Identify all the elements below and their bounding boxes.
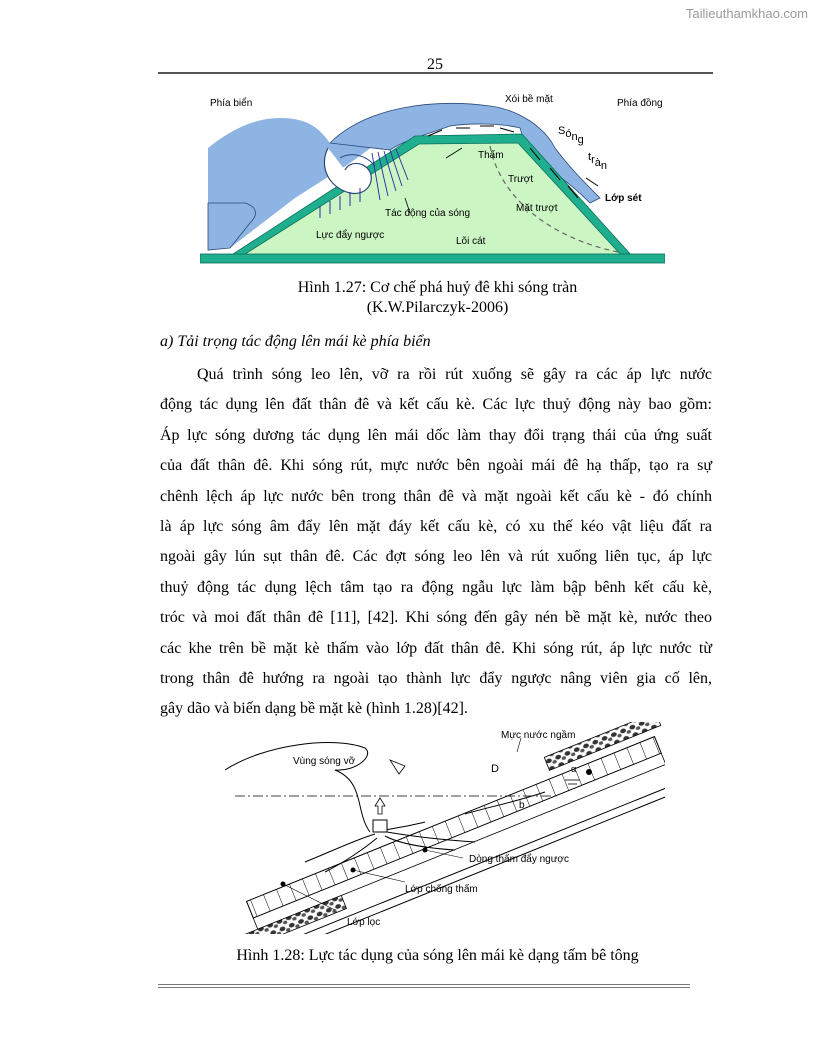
label-groundwater-level: Mực nước ngầm <box>501 730 576 741</box>
paragraph-line: trong thân đê hướng ra ngoài tạo thành lực đẩy ngược nâng viên gia cố lên, <box>160 670 712 688</box>
watermark: Tailieuthamkhao.com <box>685 6 808 21</box>
label-thickness-d: D <box>491 763 499 775</box>
paragraph-line: động tác dụng lên đất thân đê và kết cấu kè. Các lực thuỷ động này bao gồm: <box>160 396 712 414</box>
footer-rule-2 <box>158 987 690 988</box>
label-impermeable-layer: Lớp chống thấm <box>405 884 478 895</box>
label-overflow: tràn <box>588 151 607 172</box>
joint-block <box>373 820 387 832</box>
label-wave-action: Tác động của sóng <box>385 208 471 219</box>
label-slide: Trượt <box>508 174 534 185</box>
paragraph-line: các khe trên bề mặt kè thấm vào lớp đất thân đê. Khi sóng rút, áp lực nước từ <box>160 639 712 657</box>
figure-1-27-caption: Hình 1.27: Cơ chế phá huỷ đê khi sóng tràn <box>297 279 578 296</box>
paragraph-line: Áp lực sóng dương tác dụng lên mái dốc làm thay đổi trạng thái của ứng suất <box>160 426 712 444</box>
label-slip-surface: Mặt trượt <box>516 203 558 214</box>
paragraph-line: thuỷ động tác dụng lệch tâm tạo ra động ngẫu lực làm bập bênh kết cấu kè, <box>160 578 712 596</box>
label-uplift-force: Lực đẩy ngược <box>316 230 385 241</box>
page-number: 25 <box>427 56 443 73</box>
label-sea-side: Phía biển <box>210 98 253 109</box>
label-clay-layer: Lớp sét <box>605 193 642 204</box>
groundwater-marker <box>586 769 592 775</box>
footer-rule <box>158 984 690 985</box>
uplift-arrow-icon <box>375 798 385 814</box>
figure-1-27 <box>200 88 665 268</box>
label-seepage: Thấm <box>478 150 504 161</box>
section-heading: a) Tải trọng tác động lên mái kè phía biển <box>160 333 431 350</box>
figure-1-28-caption: Hình 1.28: Lực tác dụng của sóng lên mái kè dạng tấm bê tông <box>236 947 639 964</box>
paragraph-line: Quá trình sóng leo lên, vỡ ra rồi rút xuống sẽ gây ra các áp lực nước <box>197 366 712 383</box>
label-breaking-zone: Vùng sóng vỡ <box>293 756 356 767</box>
label-angle: α <box>571 764 577 774</box>
figure-1-28 <box>225 722 665 934</box>
label-land-side: Phía đồng <box>617 98 663 109</box>
paragraph-line: chênh lệch áp lực nước bên trong thân đê và mặt ngoài kết cấu kè - đó chính <box>160 487 712 505</box>
paragraph-line: ngoài gây lún sụt thân đê. Các đợt sóng leo lên và rút xuống liên tục, áp lực <box>160 548 712 566</box>
base-layer <box>200 254 665 263</box>
label-gap-b: b <box>519 800 525 811</box>
label-surface-erosion: Xói bề mặt <box>505 94 553 105</box>
label-filter-layer: Lớp lọc <box>347 917 381 928</box>
figure-1-27-source: (K.W.Pilarczyk-2006) <box>366 299 509 316</box>
paragraph-line: tróc và moi đất thân đê [11], [42]. Khi sóng đến gây nén bề mặt kè, nước theo <box>160 609 712 627</box>
label-sand-core: Lõi cát <box>456 236 486 247</box>
paragraph-line: của đất thân đê. Khi sóng rút, mực nước bên ngoài mái đê hạ thấp, tạo ra sự <box>160 457 712 475</box>
paragraph-line: gây dão và biến dạng bề mặt kè (hình 1.28)[42]. <box>160 700 468 718</box>
concrete-slab-band <box>225 722 665 934</box>
body-paragraph <box>160 360 712 725</box>
header-rule <box>158 72 713 74</box>
wave-direction-arrow-icon <box>390 760 405 774</box>
label-wave: Sóng <box>558 125 584 146</box>
label-uplift-seepage: Dòng thấm đẩy ngược <box>469 854 569 865</box>
paragraph-line: là áp lực sóng âm đẩy lên mặt đáy kết cấu kè, có xu thế kéo vật liệu đất ra <box>160 518 712 536</box>
